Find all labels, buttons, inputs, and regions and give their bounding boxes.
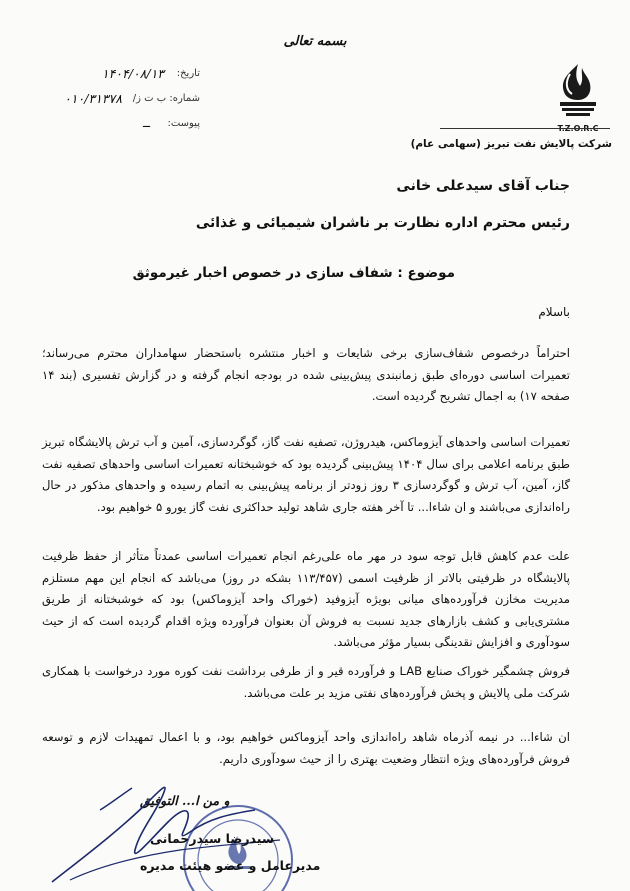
body-paragraph-1: احتراماً درخصوص شفاف‌سازی برخی شایعات و اخبار منتشره باستحضار سهامداران محترم می‌رساند؛ تعمیرات اساسی دوره‌ای طبق زمانبندی پیش‌بینی شده در بودجه انجام گرفته و در گزارش تفسیری (بند ۱۴ صفحه ۱۷) به اجمال تشریح گردیده است. [42,346,570,403]
subject-label: موضوع : [397,265,455,281]
attachment-value: ــ [142,116,150,130]
signatory-title: مدیرعامل و عضو هیئت مدیره [140,858,321,873]
date-row [30,66,200,86]
attachment-row [30,116,200,136]
header-divider [440,128,610,129]
attachment-label: پیوست: [167,118,200,129]
recipient-name: جناب آقای سیدعلی خانی [396,178,570,194]
closing: و من ا... التوفیق [140,793,230,808]
body-paragraph-3: علت عدم کاهش قابل توجه سود در مهر ماه علی‌رغم انجام تعمیرات اساسی عمدتاً متأثر از حفظ ظرفیت پالایشگاه در ظرفیتی بالاتر از ظرفیت اسمی (۱۱۳/۴۵۷ بشکه در روز) می‌باشد که انجام این مهم مستلزم مدیریت مخازن فرآورده‌های میانی بویژه آیزوفید (خوراک واحد آیزوماکس) بود که خوشبختانه از طریق مشتری‌یابی و کشف بازارهای جدید نسبت به فروش آن بعنوان فرآورده ویژه اقدام گردیده است که از حیث سودآوری و افزایش نقدینگی بسیار مؤثر می‌باشد. [42,549,570,649]
date-value: ۱۴۰۴/۰۸/۱۳ [101,66,164,81]
subject-text: شفاف سازی در خصوص اخبار غیرموثق [132,265,393,281]
date-label: تاریخ: [176,68,200,79]
number-value: ۰۱۰/۳۱۳۷۸ [64,91,122,106]
signatory-name: سیدرضا سیدرحمانی [150,831,275,846]
basmala: بسمه تعالی [283,34,347,49]
body-paragraph-2: تعمیرات اساسی واحدهای آیزوماکس، هیدروژن، تصفیه نفت گاز، گوگردسازی، آمین و آب ترش پالایشگاه تبریز طبق برنامه اعلامی برای سال ۱۴۰۴ پیش‌بینی گردیده بود که خوشبختانه تعمیرات اساسی واحدهای تصفیه نفت گاز، آمین، آب ترش و گوگردسازی ۳ روز زودتر از برنامه پیش‌بینی به اتمام رسیده و واحدهای مذکور در حال راه‌اندازی می‌باشند و ان شاءا... تا آخر هفته جاری شاهد تولید حداکثری نفت گاز یورو ۵ خواهیم بود. [42,435,570,514]
company-name: شرکت پالایش نفت تبریز (سهامی عام) [410,138,612,150]
number-label: شماره: ب ت ز/ [132,93,200,104]
body-paragraph-4: فروش چشمگیر خوراک صنایع LAB و فرآورده قیر و از طرفی برداشت نفت کوره مورد درخواست با همکاری شرکت ملی پالایش و پخش فرآورده‌های نفتی مزید بر علت می‌باشد. [42,664,570,700]
company-logo [548,60,608,136]
greeting: باسلام [538,305,570,319]
number-row [30,91,200,111]
flame-logo-icon [548,60,608,136]
body-paragraph-5: ان شاءا... در نیمه آذرماه شاهد راه‌اندازی واحد آیزوماکس خواهیم بود، و با اعمال تمهیدات لازم و توسعه فروش فرآورده‌های ویژه انتظار وضعیت بهتری را از حیث سودآوری داریم. [42,730,570,766]
recipient-title: رئیس محترم اداره نظارت بر ناشران شیمیائی و غذائی [195,215,570,231]
subject-line [133,265,455,281]
